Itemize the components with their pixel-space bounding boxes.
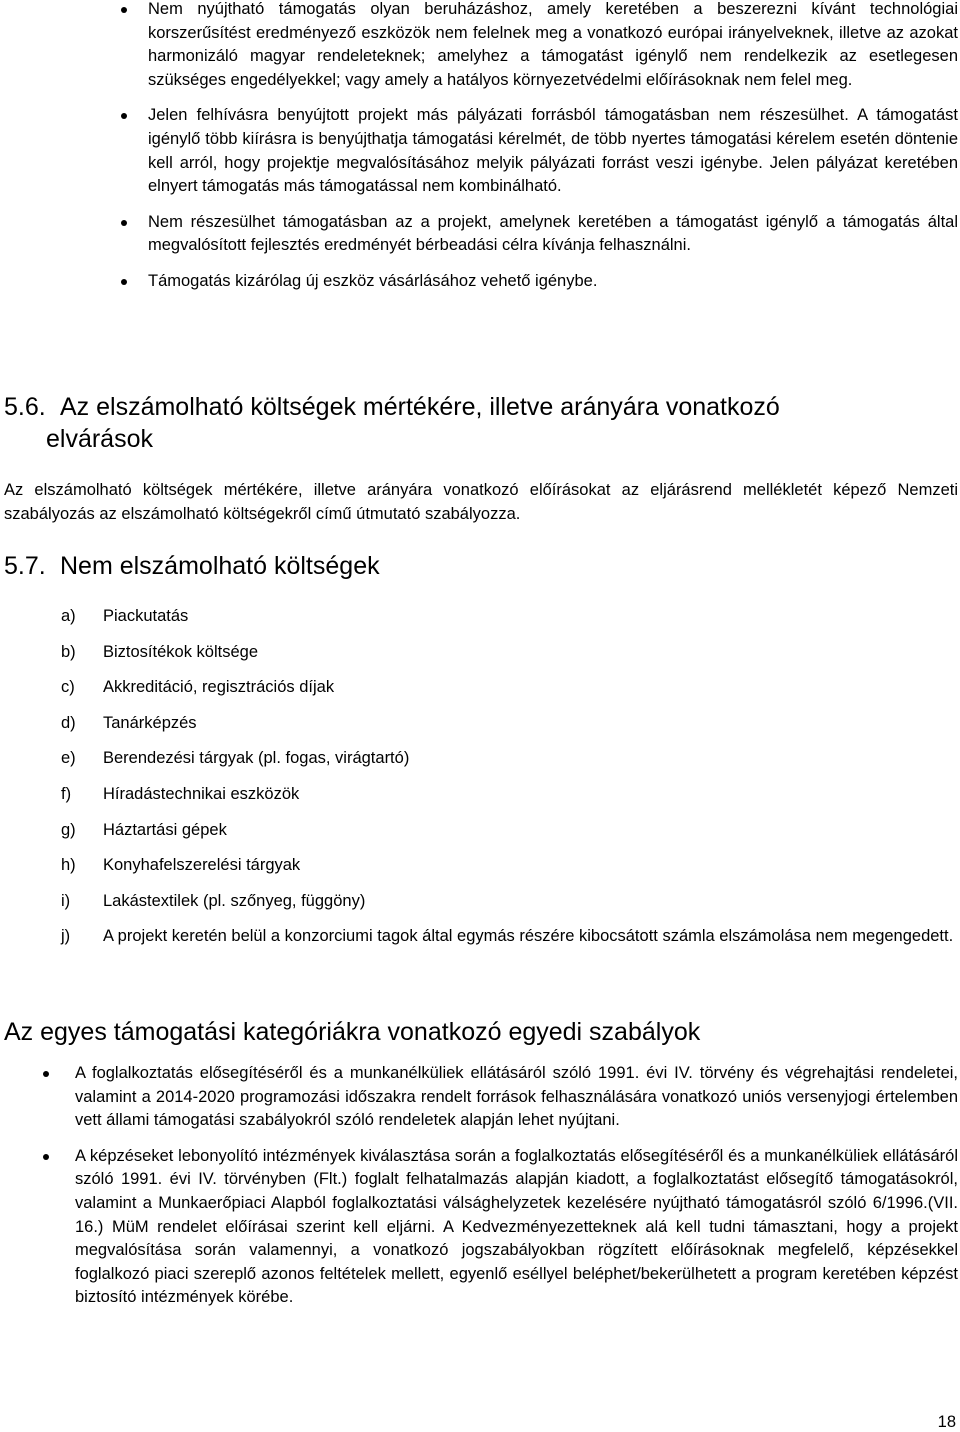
list-text: Lakástextilek (pl. szőnyeg, függöny) [103, 891, 366, 910]
list-item [0, 783, 958, 807]
list-letter: h) [61, 856, 76, 875]
list-text: Híradástechnikai eszközök [103, 784, 300, 803]
list-item [0, 854, 958, 878]
rules-section-heading: Az egyes támogatási kategóriákra vonatkozó egyedi szabályok [4, 1018, 701, 1046]
list-letter: d) [61, 713, 76, 732]
list-item [0, 925, 958, 949]
list-text: Tanárképzés [103, 713, 197, 732]
list-item [0, 712, 958, 736]
section-title-line1: Az elszámolható költségek mértékére, illetve arányára vonatkozó [60, 393, 780, 421]
list-letter: i) [61, 891, 71, 910]
bullet-icon [43, 1071, 49, 1077]
list-item [0, 1062, 958, 1133]
list-letter: j) [61, 927, 71, 946]
section-title: Nem elszámolható költségek [60, 552, 380, 580]
list-letter: g) [61, 820, 76, 839]
list-item [0, 1145, 958, 1310]
list-item [0, 890, 958, 914]
list-item [0, 747, 958, 771]
bullet-text: Nem részesülhet támogatásban az a projekt, amelynek keretében a támogatást igénylő a támogatás által megvalósított fejlesztés eredményét bérbeadási célra kívánja felhasználni. [148, 212, 958, 255]
non-eligible-cost-list [0, 605, 960, 961]
list-text: A projekt keretén belül a konzorciumi tagok által egymás részére kibocsátott számla elszámolása nem megengedett. [103, 927, 954, 946]
list-text: Berendezési tárgyak (pl. fogas, virágtartó) [103, 749, 410, 768]
bullet-text: Nem nyújtható támogatás olyan beruházáshoz, amely keretében a beszerezni kívánt technológiai korszerűsítést eredményező eszközök nem felelnek meg a vonatkozó európai irányelveknek, illetve az azokat harmonizáló magyar rendeleteknek; amelyhez a támogatást igénylő nem rendelkezik az esetlegesen szükséges engedélyekkel; vagy amely a hatályos környezetvédelmi előírásoknak nem felel meg. [148, 0, 958, 89]
list-letter: b) [61, 642, 76, 661]
list-letter: e) [61, 749, 76, 768]
bullet-icon [43, 1154, 49, 1160]
eligibility-bullet-list [0, 0, 960, 306]
list-item [0, 819, 958, 843]
bullet-text: A képzéseket lebonyolító intézmények kiválasztása során a foglalkoztatás elősegítéséről és a munkanélküliek ellátásáról szóló 1991. évi IV. törvényben (Flt.) foglalt felhatalmazás alapján kiadott, a foglalkoztatást elősegítő támogatásokról, valamint a Munkaerőpiaci Alapból foglalkoztatási válsághelyzetek kezelésére nyújtható támogatásról szóló 6/1996.(VII. 16.) MüM rendelet előírásai szerint kell eljárni. A Kedvezményezetteknek alá kell tudni támasztani, hogy a projekt megvalósítása során valamennyi, a vonatkozó jogszabályokban rögzített előírásoknak megfelelő, képzésekkel foglalkozó piaci szereplő azonos feltételek mellett, egyenlő eséllyel beléphet/bekerülhetett a program keretében képzést biztosító intézmények körébe. [75, 1146, 958, 1307]
bullet-icon [121, 279, 127, 285]
bullet-text: Támogatás kizárólag új eszköz vásárlásához vehető igénybe. [148, 271, 598, 290]
list-text: Háztartási gépek [103, 820, 227, 839]
list-text: Konyhafelszerelési tárgyak [103, 856, 301, 875]
list-letter: c) [61, 678, 75, 697]
bullet-icon [121, 220, 127, 226]
bullet-icon [121, 113, 127, 119]
list-text: Akkreditáció, regisztrációs díjak [103, 678, 335, 697]
section-number: 5.7. [4, 552, 46, 580]
list-item [0, 211, 958, 258]
section-5-7-heading [4, 550, 380, 582]
section-title-line2: elvárások [46, 425, 153, 453]
section-number: 5.6. [4, 393, 46, 421]
list-letter: a) [61, 607, 76, 625]
list-item [0, 605, 958, 629]
list-text: Piackutatás [103, 607, 189, 625]
bullet-icon [121, 7, 127, 13]
bullet-text: Jelen felhívásra benyújtott projekt más pályázati forrásból támogatásban nem részesülhet. A támogatást igénylő több kiírásra is benyújthatja támogatási kérelmét, de több nyertes támogatási kérelem esetén döntenie kell arról, hogy projektje megvalósításához melyik pályázati forrást veszi igénybe. Jelen pályázat keretében elnyert támogatás más támogatással nem kombinálható. [148, 106, 958, 196]
page-number: 18 [937, 1413, 956, 1431]
list-letter: f) [61, 784, 72, 803]
rules-bullet-list [0, 1062, 960, 1322]
list-item [0, 104, 958, 198]
list-item [0, 641, 958, 665]
bullet-text: A foglalkoztatás elősegítéséről és a munkanélküliek ellátásáról szóló 1991. évi IV. törvény és végrehajtási rendeletei, valamint a 2014-2020 programozási időszakra rendelt források felhasználására vonatkozó uniós versenyjogi értelemben vett állami támogatási szabályokról szóló rendeletek alapján lehet nyújtani. [75, 1064, 958, 1130]
list-item [0, 0, 958, 92]
section-5-6-heading [4, 391, 780, 455]
list-item [0, 676, 958, 700]
list-item [0, 270, 958, 294]
section-5-6-paragraph: Az elszámolható költségek mértékére, illetve arányára vonatkozó előírásokat az eljárásrend mellékletét képező Nemzeti szabályozás az elszámolható költségekről című útmutató szabályozza. [4, 481, 958, 523]
list-text: Biztosítékok költsége [103, 642, 258, 661]
